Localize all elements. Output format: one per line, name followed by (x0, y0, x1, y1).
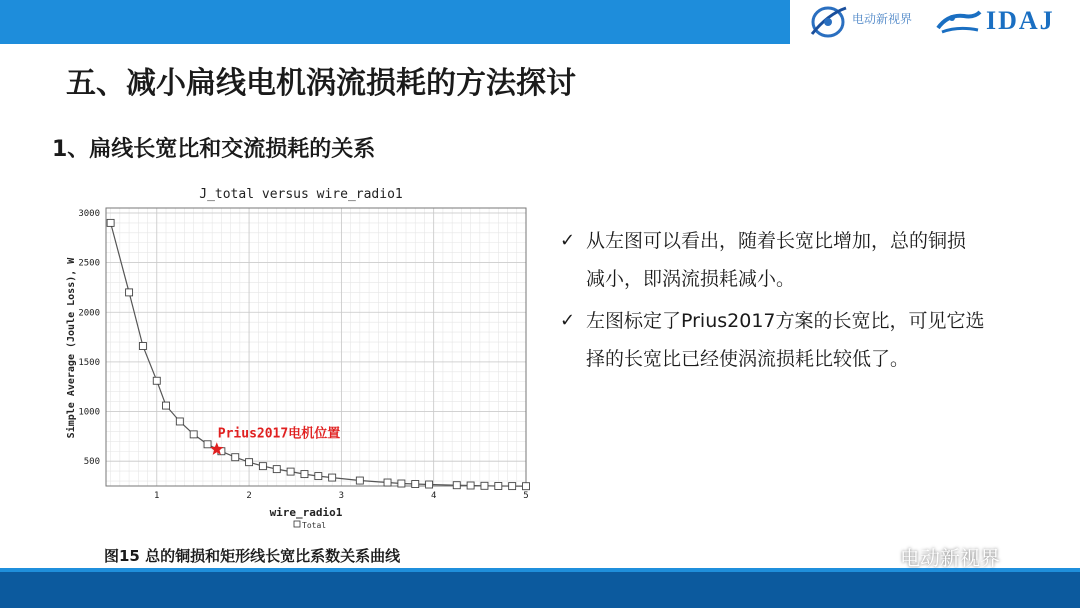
data-point (273, 466, 280, 473)
data-point (107, 219, 114, 226)
data-point (356, 477, 363, 484)
chart-grid (106, 208, 526, 486)
wechat-icon (864, 540, 900, 570)
x-tick-label: 4 (430, 491, 437, 501)
y-ticks (78, 209, 100, 467)
data-point (176, 418, 183, 425)
y-axis-label: Simple Average (Joule Loss), W (66, 257, 77, 439)
data-point (453, 482, 460, 489)
y-tick-label: 1500 (78, 357, 100, 368)
y-tick-label: 2000 (78, 308, 100, 319)
data-point (190, 431, 197, 438)
section-title: 1、扁线长宽比和交流损耗的关系 (52, 137, 376, 162)
data-point (315, 473, 322, 480)
header-bar (0, 0, 790, 44)
loss-vs-ratio-chart (58, 178, 538, 540)
data-point (329, 474, 336, 481)
checkmark-icon: ✓ (560, 230, 576, 251)
y-tick-label: 3000 (78, 208, 100, 219)
prius2017-annotation: Prius2017电机位置 (217, 426, 341, 442)
x-axis-label: wire_radio1 (269, 506, 343, 519)
data-point (384, 479, 391, 486)
x-tick-label: 5 (523, 491, 529, 501)
logo1-text: 电动新视界 (852, 12, 913, 26)
checkmark-icon: ✓ (560, 310, 576, 331)
bullet-item (558, 222, 1058, 298)
figure-caption: 图15 总的铜损和矩形线长宽比系数关系曲线 (104, 547, 401, 565)
data-point (163, 402, 170, 409)
data-point (398, 480, 405, 487)
data-point (426, 481, 433, 488)
bullet-list (558, 222, 1058, 378)
y-tick-label: 500 (83, 457, 100, 468)
x-ticks (154, 491, 529, 501)
series-total-markers (107, 219, 529, 489)
bullet-line: 择的长宽比已经使涡流损耗比较低了。 (586, 348, 910, 370)
data-point (412, 481, 419, 488)
data-point (246, 459, 253, 466)
x-tick-label: 1 (154, 491, 160, 501)
y-tick-label: 1000 (78, 407, 100, 418)
data-point (153, 377, 160, 384)
data-point (481, 482, 488, 489)
data-point (259, 463, 266, 470)
legend-entry: Total (302, 521, 327, 530)
data-point (287, 468, 294, 475)
bullet-item (558, 302, 1058, 378)
bullet-line: 左图标定了Prius2017方案的长宽比，可见它选 (586, 310, 985, 332)
data-point (495, 483, 502, 490)
chart-title: J_total versus wire_radio1 (199, 187, 403, 202)
data-point (204, 441, 211, 448)
watermark-text: 电动新视界 (900, 546, 1000, 570)
plot-area-border (106, 208, 526, 486)
idaj-logo-icon (934, 6, 984, 38)
idaj-logo-text: IDAJ (986, 6, 1055, 35)
data-point (139, 343, 146, 350)
page-title: 五、减小扁线电机涡流损耗的方法探讨 (66, 66, 576, 101)
legend-marker (294, 521, 300, 527)
x-tick-label: 2 (246, 491, 252, 501)
footer-bar (0, 568, 1080, 608)
bullet-line: 从左图可以看出，随着长宽比增加，总的铜损 (586, 230, 967, 252)
data-point (467, 482, 474, 489)
data-point (523, 483, 530, 490)
data-point (301, 471, 308, 478)
bullet-line: 减小，即涡流损耗减小。 (586, 268, 796, 290)
globe-logo-icon (808, 4, 848, 40)
y-tick-label: 2500 (78, 258, 100, 269)
data-point (126, 289, 133, 296)
x-tick-label: 3 (338, 491, 345, 501)
data-point (232, 454, 239, 461)
data-point (509, 483, 516, 490)
